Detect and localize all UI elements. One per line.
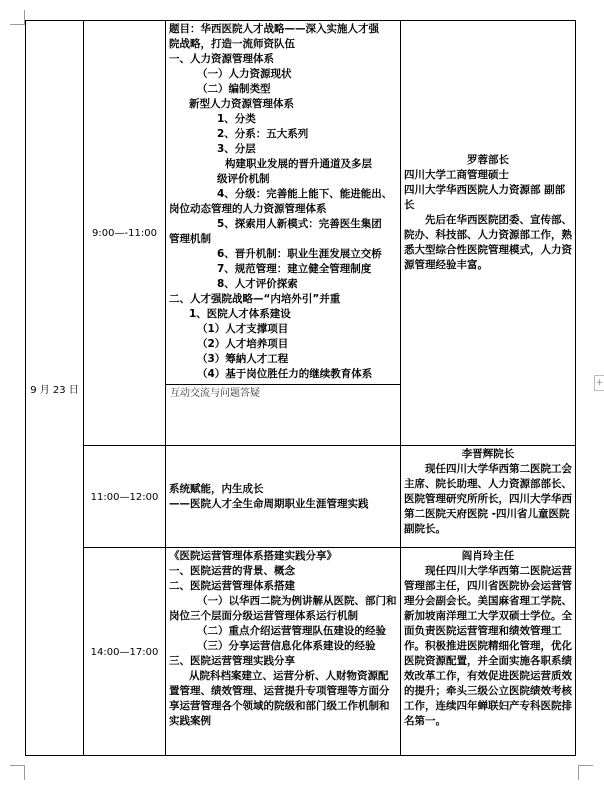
table-row [26, 21, 576, 446]
date-cell [26, 21, 84, 756]
topic-line: （3）筹納人才工程 [197, 353, 289, 365]
topic-line: 二、人才强院战略—“内培外引”并重 [169, 293, 341, 305]
topic-line: （二）编制类型 [197, 83, 271, 95]
time-label: 11:00—12:00 [90, 491, 159, 503]
speaker-bio: 现任四川大学华西第二医院工会主席、院长助理、人力资源部部长、医院管理研究所所长，四川大学华西第二医院天府医院 -四川省儿童医院副院长。 [404, 463, 572, 535]
topic-line: 一、人力资源管理体系 [169, 53, 274, 65]
topic-line: 6、晋升机制：职业生涯发展立交桥 [217, 248, 382, 260]
topic-line: 岗位动态管理的人力资源管理体系 [169, 203, 327, 215]
topic-line: 5、探索用人新模式：完善医生集团 [217, 218, 382, 230]
topic-line: ——医院人才全生命周期职业生涯管理实践 [169, 497, 369, 510]
topic-line: 7、规范管理：建立健全管理制度 [217, 263, 372, 275]
topic-line: 二、医院运营管理体系搭建 [169, 580, 295, 592]
topic-line: 一、医院运营的背景、概念 [169, 565, 295, 577]
topic-line: 级评价机制 [217, 173, 270, 185]
crop-mark-bottom-right [578, 765, 593, 780]
topic-line: 《医院运营管理体系搭建实践分享》 [169, 550, 337, 562]
topic-line: （三）分享运营信息化体系建设的经验 [197, 640, 376, 652]
schedule-table [25, 20, 576, 756]
time-label: 14:00—17:00 [90, 646, 159, 658]
topic-cell [166, 21, 401, 446]
speaker-cell [401, 548, 576, 756]
speaker-name: 罗蓉部长 [467, 154, 509, 166]
table-row [26, 446, 576, 548]
speaker-bio: 先后在华西医院团委、宣传部、院办、科技部、人力资源部工作，熟悉大型综合性医院管理模式，人力资源管理经验丰富。 [404, 214, 572, 271]
speaker-name: 阎肖玲主任 [461, 550, 515, 562]
topic-line: 新型人力资源管理体系 [189, 98, 294, 110]
speaker-cell [401, 21, 576, 446]
speaker-line: 四川大学工商管理硕士 [404, 169, 509, 181]
topic-line: （二）重点介绍运营管理队伍建设的经验 [197, 625, 386, 637]
topic-line: 系统赋能，内生成长 [169, 482, 264, 495]
speaker-name: 李晋辉院长 [461, 448, 515, 460]
topic-cell [166, 548, 401, 756]
topic-line: 构建职业发展的晋升通道及多层 [225, 158, 372, 170]
topic-line: （1）人才支撑项目 [197, 323, 289, 335]
topic-line: 3、分层 [217, 143, 256, 155]
topic-line: 2、分系：五大系列 [217, 128, 309, 140]
topic-line: （4）基于岗位胜任力的继续教育体系 [197, 368, 373, 380]
topic-line: （一）人力资源现状 [197, 68, 292, 80]
topic-cell [166, 446, 401, 548]
topic-line: 8、人才评价探索 [217, 278, 298, 290]
topic-line: 1、医院人才体系建设 [189, 308, 291, 320]
time-cell [84, 21, 166, 446]
time-cell [84, 548, 166, 756]
topic-line: 院战略，打造一流师资队伍 [169, 38, 295, 50]
speaker-cell [401, 446, 576, 548]
topic-line: （2）人才培养项目 [197, 338, 289, 350]
date-label: 9 月 23 日 [30, 384, 79, 396]
topic-line: 管理机制 [169, 233, 211, 245]
topic-line: 4、分级：完善能上能下、能进能出、 [217, 188, 393, 200]
qa-note: 互动交流与问题答疑 [166, 384, 400, 402]
time-cell [84, 446, 166, 548]
crop-mark-top-left [10, 10, 25, 25]
speaker-bio: 现任四川大学华西第二医院运营管理部主任，四川省医院协会运营管理分会副会长。美国麻省理工学院、新加坡南洋理工大学双硕士学位。全面负责医院运营管理和绩效管理工作。积极推进医院精细化管理，优化医院资源配置，并全面实施各职系绩效改革工作，有效促进医院运营质效的提升；牵头三级公立医院绩效考核工作，连续四年蝉联妇产专科医院排名第一。 [404, 565, 572, 727]
topic-line: 1、分类 [217, 113, 256, 125]
speaker-line: 四川大学华西医院人力资源部 副部长 [404, 184, 566, 211]
table-row [26, 548, 576, 756]
topic-line: 从院科档案建立、运营分析、人财物资源配置管理、绩效管理、运营提升专项管理等方面分享运营管理各个领域的院级和部门级工作机制和实践案例 [169, 670, 390, 727]
crop-mark-bottom-left [10, 765, 25, 780]
topic-line: 题目：华西医院人才战略——深入实施人才强 [169, 23, 379, 35]
topic-line: （一）以华西二院为例讲解从医院、部门和岗位三个层面分级运营管理体系运行机制 [169, 595, 397, 622]
time-label: 9:00—-11:00 [92, 228, 157, 239]
topic-line: 三、医院运营管理实践分享 [169, 655, 295, 667]
add-column-icon[interactable]: + [594, 375, 604, 391]
